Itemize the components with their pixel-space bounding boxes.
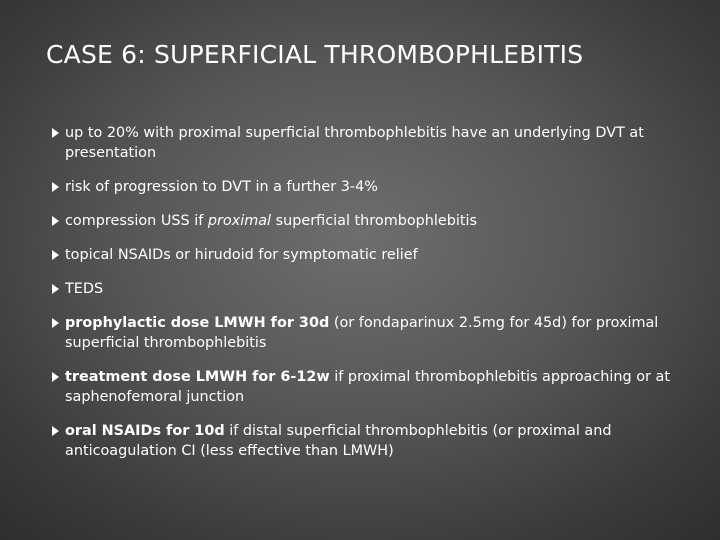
bullet-text: risk of progression to DVT in a further 3-4% — [65, 179, 378, 195]
bullet-text: compression USS if — [65, 213, 208, 229]
bullet-text: topical NSAIDs or hirudoid for symptomatic relief — [65, 247, 418, 263]
bullet-arrow-icon — [52, 284, 59, 294]
bullet-text: if proximal thrombophlebitis approaching or at saphenofemoral junction — [65, 369, 670, 405]
bullet-item — [52, 367, 692, 407]
bullet-item — [52, 279, 692, 299]
bullet-text: up to 20% with proximal superficial thrombophlebitis have an underlying DVT at presentation — [65, 125, 644, 161]
bullet-item — [52, 123, 692, 163]
bullet-text-strong: prophylactic dose LMWH for 30d — [65, 315, 330, 331]
bullet-arrow-icon — [52, 372, 59, 382]
bullet-text: superficial thrombophlebitis — [271, 213, 478, 229]
bullet-item — [52, 421, 692, 461]
bullet-item — [52, 211, 692, 231]
bullet-list — [52, 123, 692, 475]
bullet-arrow-icon — [52, 128, 59, 138]
bullet-text-strong: treatment dose LMWH for 6-12w — [65, 369, 330, 385]
bullet-arrow-icon — [52, 216, 59, 226]
bullet-text-emphasis: proximal — [207, 213, 272, 229]
bullet-item — [52, 245, 692, 265]
bullet-text: (or fondaparinux 2.5mg for 45d) for proximal superficial thrombophlebitis — [65, 315, 659, 351]
slide-title: CASE 6: SUPERFICIAL THROMBOPHLEBITIS — [46, 40, 584, 69]
bullet-item — [52, 313, 692, 353]
bullet-arrow-icon — [52, 426, 59, 436]
bullet-item — [52, 177, 692, 197]
bullet-text-strong: oral NSAIDs for 10d — [65, 423, 225, 439]
bullet-arrow-icon — [52, 318, 59, 328]
bullet-text: TEDS — [65, 281, 104, 297]
bullet-text: if distal superficial thrombophlebitis (or proximal and anticoagulation CI (less effective than LMWH) — [65, 423, 612, 459]
bullet-arrow-icon — [52, 250, 59, 260]
bullet-arrow-icon — [52, 182, 59, 192]
